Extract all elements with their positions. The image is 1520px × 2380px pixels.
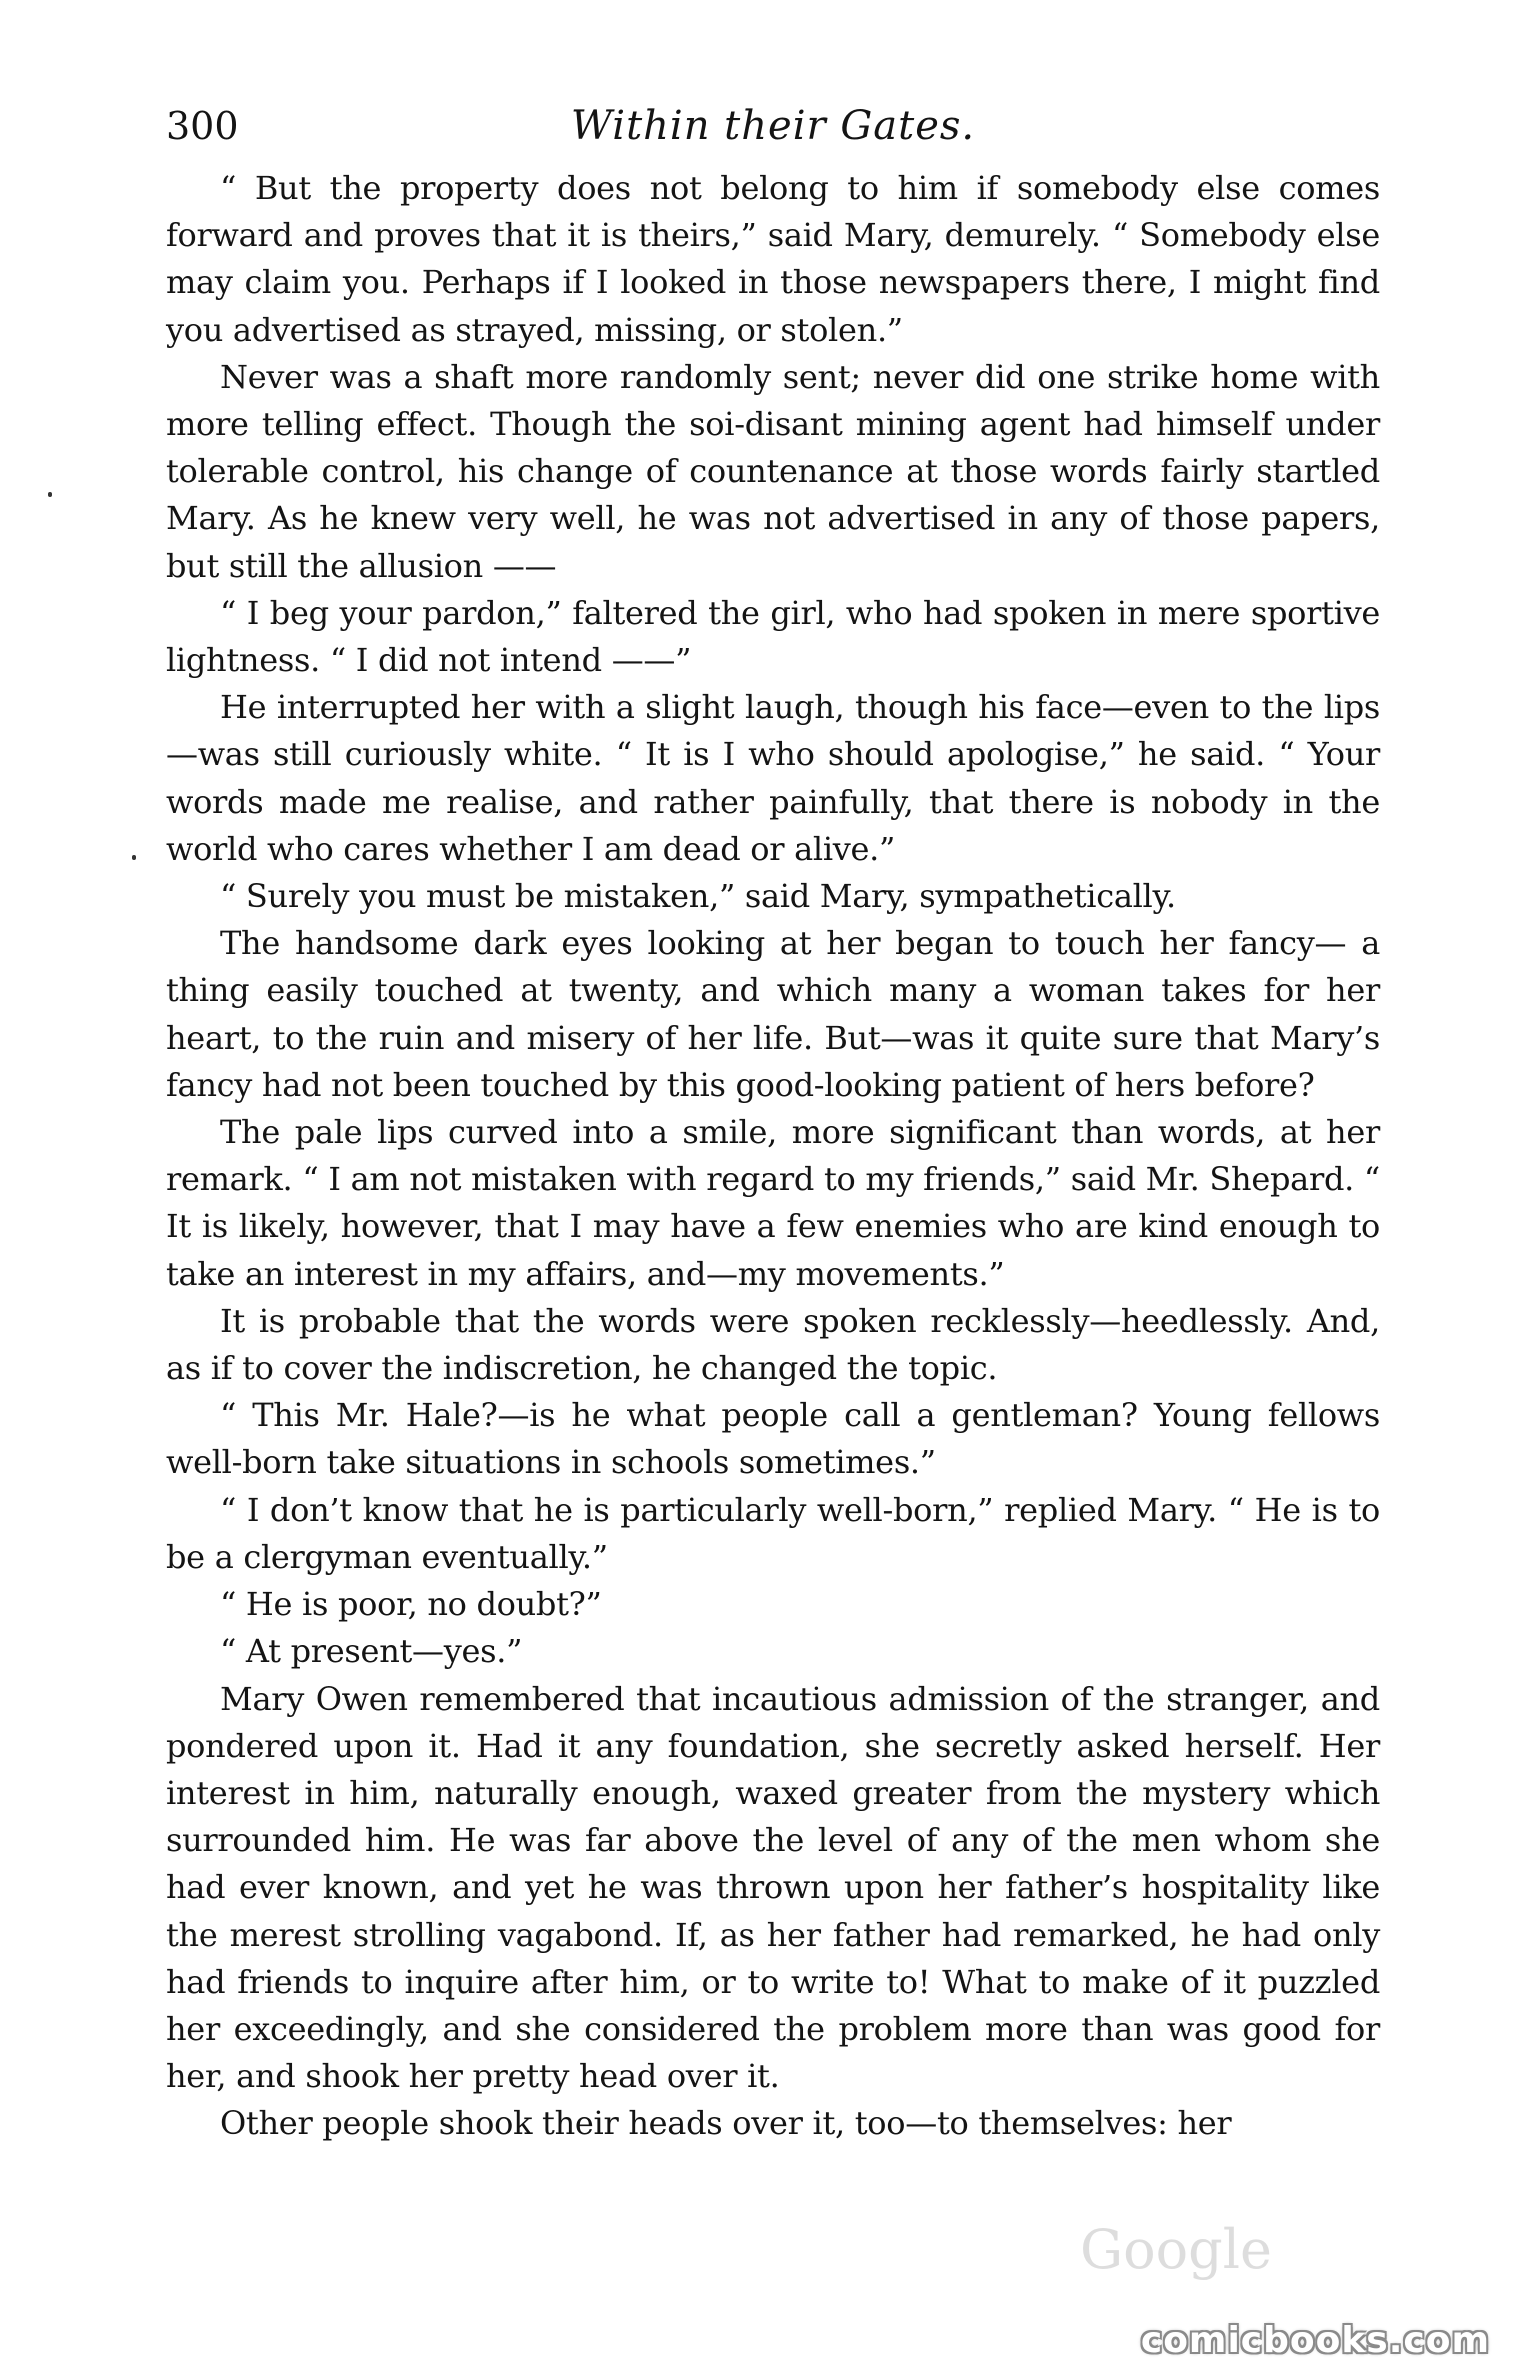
paragraph: “ At present—yes.” (220, 1632, 523, 1671)
page-header (166, 96, 1380, 156)
margin-speck (132, 855, 136, 860)
body-text (166, 165, 1380, 2148)
paragraph: “ Surely you must be mistaken,” said Mary, sympathetically. (220, 877, 1176, 916)
paragraph: The pale lips curved into a smile, more significant than words, at her remark. “ I am not mistaken with regard to my friends,” said Mr. Shepard. “ It is likely, however, that I may have a few enemies who are kind enough to take an interest in my affairs, and—my movements.” (166, 1113, 1380, 1293)
paragraph: “ I don’t know that he is particularly well-born,” replied Mary. “ He is to be a clergyman eventually.” (166, 1490, 1380, 1576)
running-title: Within their Gates. (570, 103, 976, 149)
paragraph: “ This Mr. Hale?—is he what people call a gentleman? Young fellows well-born take situations in schools sometimes.” (166, 1396, 1380, 1482)
paragraph: “ I beg your pardon,” faltered the girl, who had spoken in mere sportive lightness. “ I did not intend ——” (166, 593, 1380, 680)
site-badge: comicbooks.com (1140, 2320, 1490, 2361)
paragraph: “ He is poor, no doubt?” (220, 1585, 602, 1624)
paragraph: He interrupted her with a slight laugh, though his face—even to the lips—was still curiously white. “ It is I who should apologise,” he said. “ Your words made me realise, and rather painfully, that there is nobody in the world who cares whether I am dead or alive.” (166, 688, 1380, 868)
paragraph: The handsome dark eyes looking at her began to touch her fancy— a thing easily touched at twenty, and which many a woman takes for her heart, to the ruin and misery of her life. But—was it quite sure that Mary’s fancy had not been touched by this good-looking patient of hers before? (166, 924, 1380, 1104)
paragraph: Never was a shaft more randomly sent; never did one strike home with more telling effect. Though the soi-disant mining agent had himself under tolerable control, his change of countenance at those words fairly startled Mary. As he knew very well, he was not advertised in any of those papers, but still the allusion —— (166, 357, 1380, 585)
paragraph: It is probable that the words were spoken recklessly—heedlessly. And, as if to cover the indiscretion, he changed the topic. (166, 1301, 1380, 1388)
margin-speck (48, 492, 52, 497)
page-number: 300 (166, 104, 239, 148)
paragraph: Mary Owen remembered that incautious admission of the stranger, and pondered upon it. Had it any foundation, she secretly asked herself. Her interest in him, naturally enough, waxed greater from the mystery which surrounded him. He was far above the level of any of the men whom she had ever known, and yet he was thrown upon her father’s hospitality like the merest strolling vagabond. If, as her father had remarked, he had only had friends to inquire after him, or to write to! What to make of it puzzled her exceedingly, and she considered the problem more than was good for her, and shook her pretty head over it. (166, 1679, 1380, 2096)
paragraph: Other people shook their heads over it, too—to themselves: her (220, 2104, 1232, 2143)
paragraph: “ But the property does not belong to him if somebody else comes forward and proves that it is theirs,” said Mary, demurely. “ Somebody else may claim you. Perhaps if I looked in those newspapers there, I might find you advertised as strayed, missing, or stolen.” (166, 169, 1380, 349)
google-watermark: Google (1080, 2218, 1272, 2281)
